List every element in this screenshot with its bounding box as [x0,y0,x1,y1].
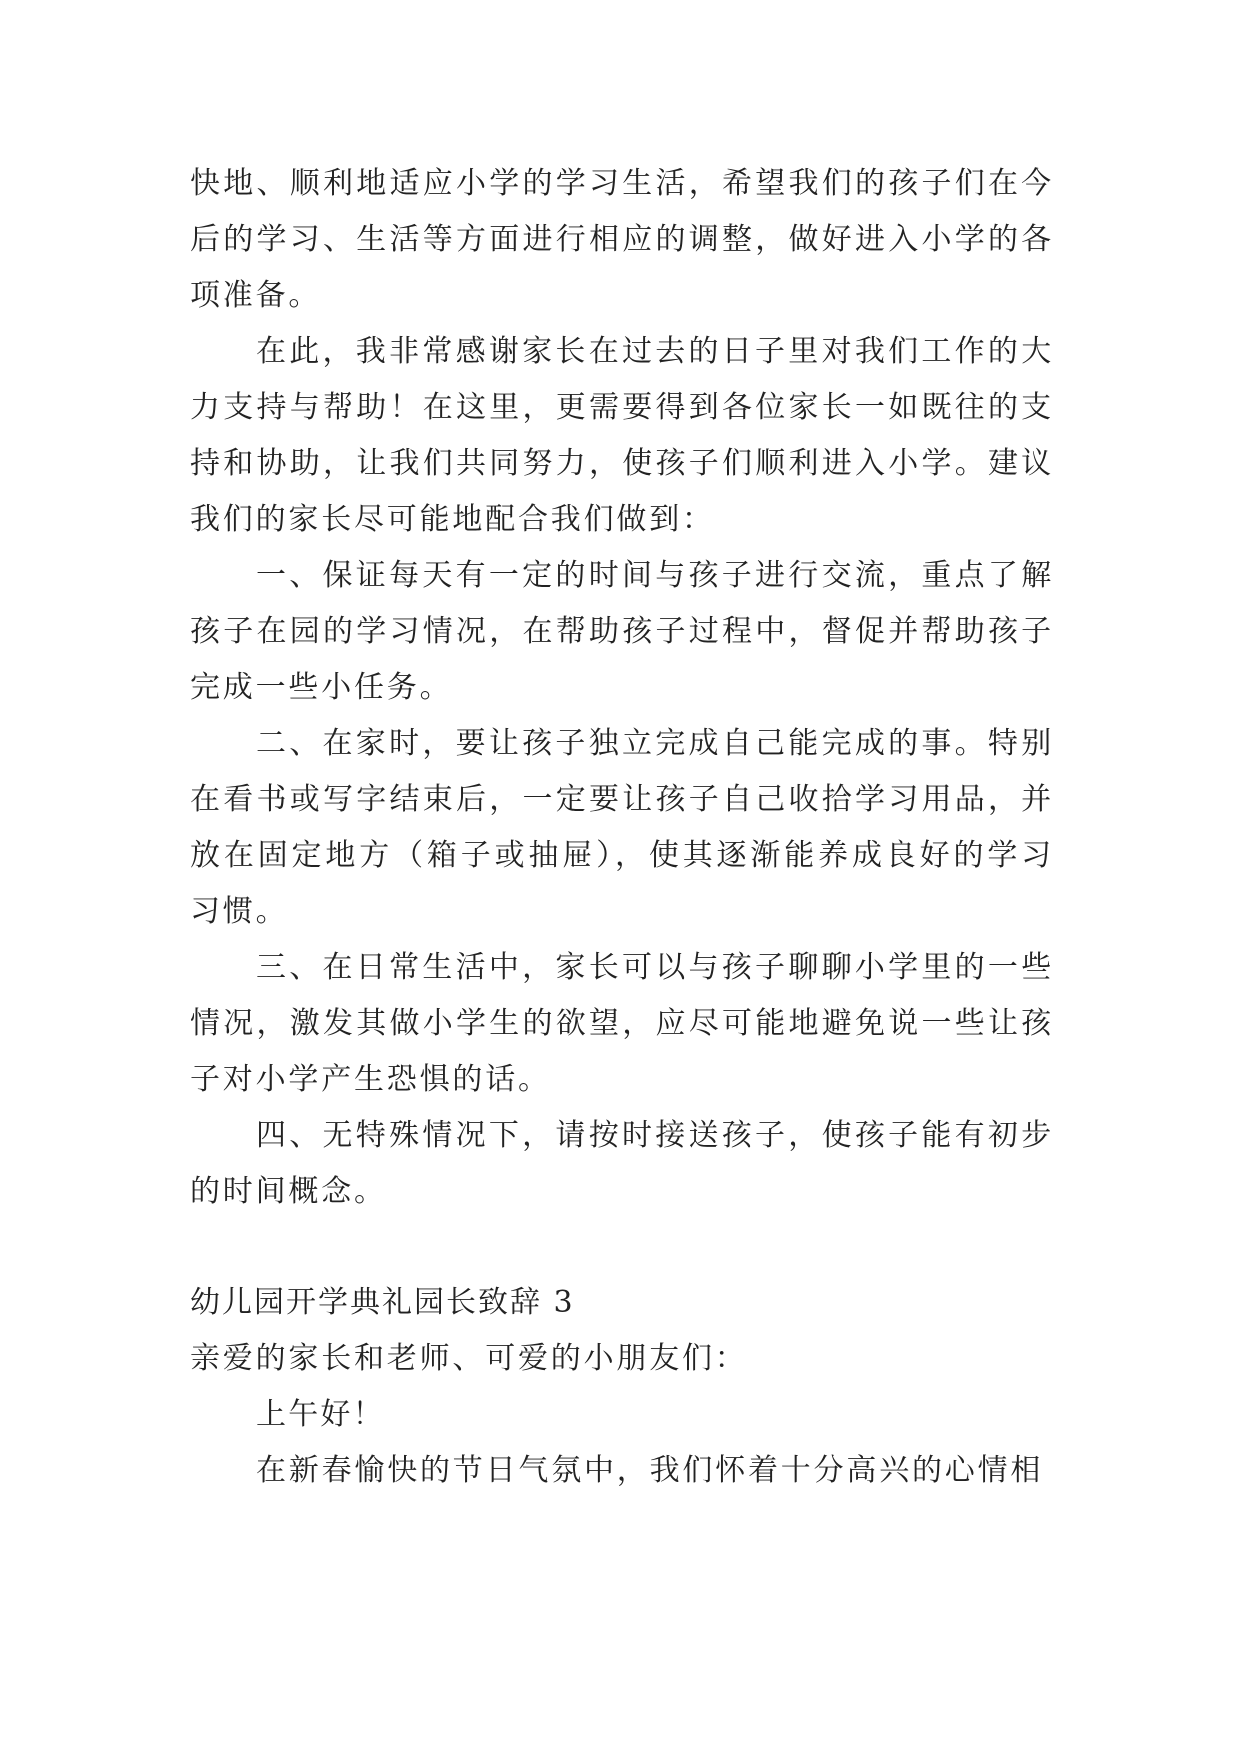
paragraph-item-4: 四、无特殊情况下，请按时接送孩子，使孩子能有初步的时间概念。 [190,1118,1054,1209]
paragraph-item-1: 一、保证每天有一定的时间与孩子进行交流，重点了解孩子在园的学习情况，在帮助孩子过程中，督促并帮助孩子完成一些小任务。 [190,558,1054,705]
paragraph-item-3: 三、在日常生活中，家长可以与孩子聊聊小学里的一些情况，激发其做小学生的欲望，应尽可能地避免说一些让孩子对小学产生恐惧的话。 [190,950,1054,1097]
salutation: 亲爱的家长和老师、可爱的小朋友们： [190,1341,748,1376]
section-title: 幼儿园开学典礼园长致辞 3 [190,1285,575,1320]
greeting: 上午好！ [256,1397,385,1432]
paragraph-thanks: 在此，我非常感谢家长在过去的日子里对我们工作的大力支持与帮助！在这里，更需要得到各位家长一如既往的支持和协助，让我们共同努力，使孩子们顺利进入小学。建议我们的家长尽可能地配合我们做到： [190,334,1054,537]
opening-paragraph: 在新春愉快的节日气氛中，我们怀着十分高兴的心情相 [256,1453,1044,1488]
paragraph-item-2: 二、在家时，要让孩子独立完成自己能完成的事。特别在看书或写字结束后，一定要让孩子自己收拾学习用品，并放在固定地方（箱子或抽屉），使其逐渐能养成良好的学习习惯。 [190,726,1054,929]
paragraph-continuation: 快地、顺利地适应小学的学习生活，希望我们的孩子们在今后的学习、生活等方面进行相应的调整，做好进入小学的各项准备。 [190,166,1054,313]
document-body [190,156,1054,1499]
